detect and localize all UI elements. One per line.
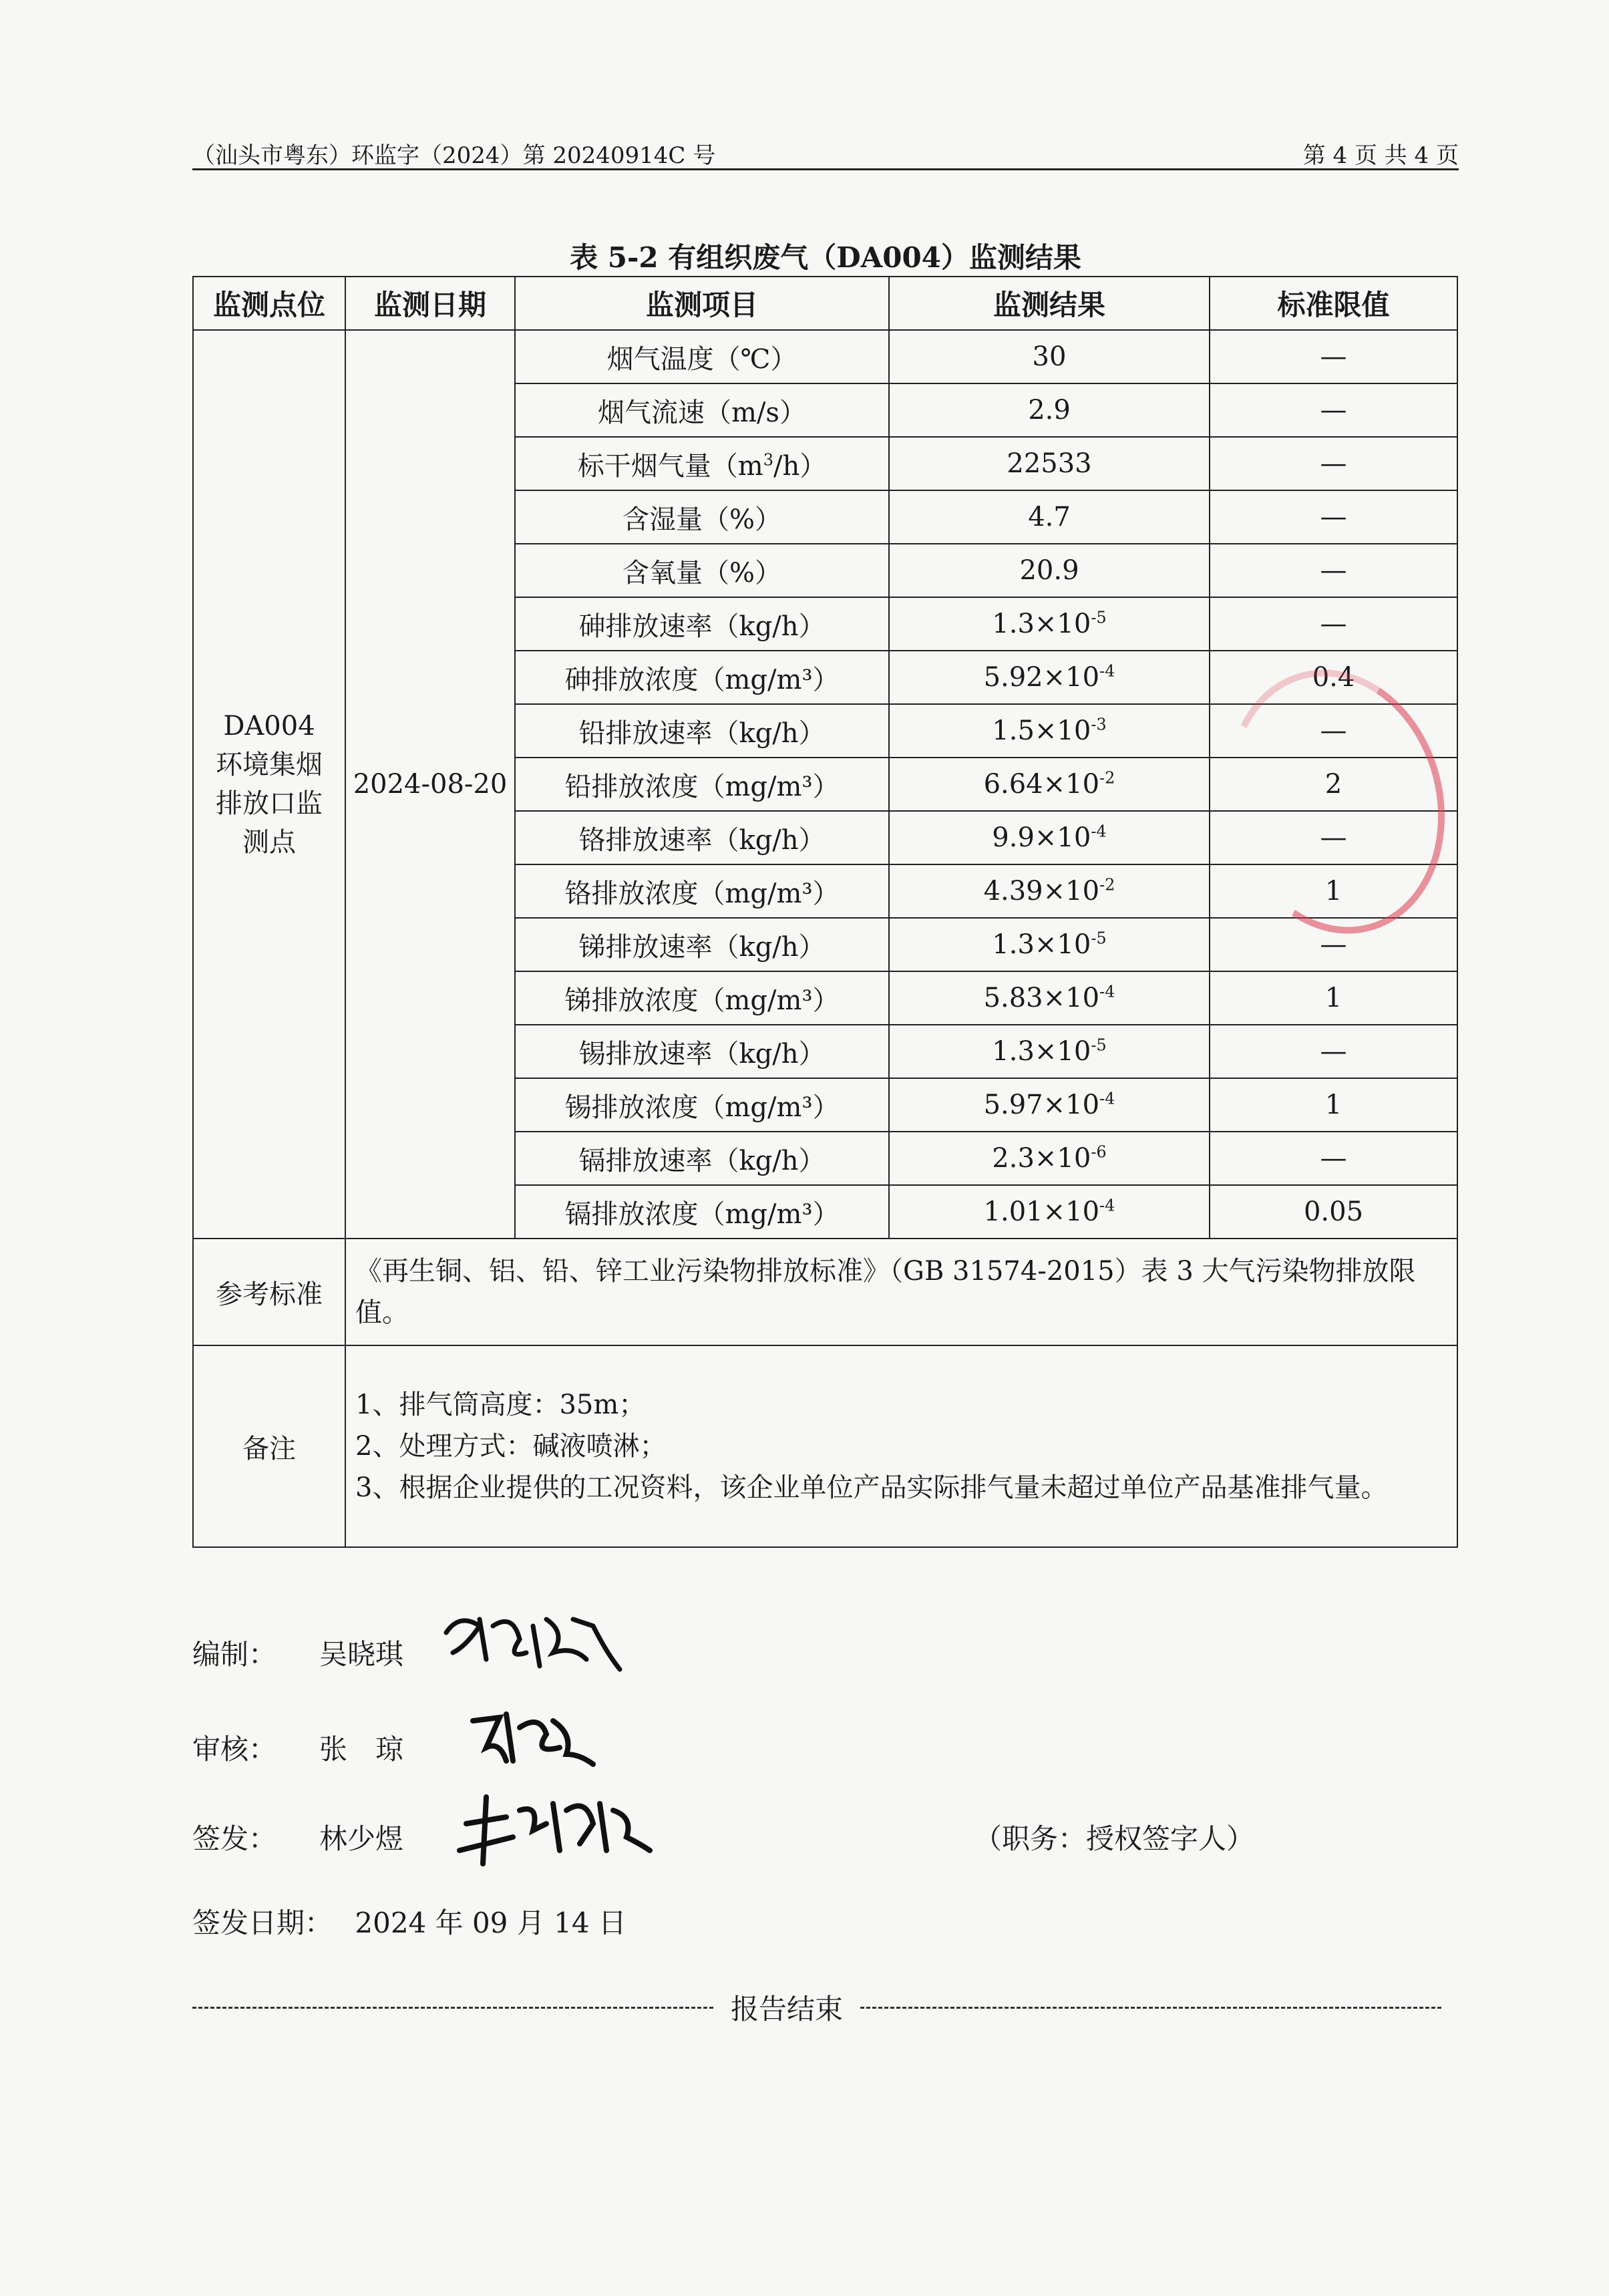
result-cell: 30 [889, 330, 1210, 383]
result-exponent: -6 [1091, 1142, 1107, 1162]
monitoring-results-table [192, 276, 1458, 1548]
item-cell: 烟气温度（℃） [515, 330, 889, 383]
result-mantissa: 5.92×10 [983, 662, 1100, 693]
result-mantissa: 4.39×10 [983, 876, 1100, 907]
notes-row [193, 1345, 1457, 1547]
note-line: 3、根据企业提供的工况资料，该企业单位产品实际排气量未超过单位产品基准排气量。 [355, 1472, 1388, 1503]
prepared-signature [439, 1606, 627, 1679]
result-mantissa: 1.5×10 [992, 715, 1091, 746]
end-dash-left [192, 2007, 713, 2009]
item-cell: 砷排放浓度（mg/m³） [515, 651, 889, 704]
limit-cell: — [1210, 1025, 1457, 1078]
table-row [193, 330, 1457, 383]
limit-cell: — [1210, 597, 1457, 651]
result-exponent: -4 [1091, 822, 1107, 841]
result-mantissa: 5.83×10 [983, 983, 1100, 1013]
result-cell [889, 918, 1210, 971]
limit-cell: — [1210, 704, 1457, 758]
item-text: 标干烟气量（m [577, 450, 763, 482]
result-cell [889, 1185, 1210, 1239]
notes-label: 备注 [193, 1345, 345, 1547]
result-cell: 20.9 [889, 544, 1210, 597]
page-header [192, 137, 1459, 170]
item-cell: 铬排放浓度（mg/m³） [515, 864, 889, 918]
result-exponent: -4 [1099, 982, 1115, 1001]
result-exponent: -2 [1099, 875, 1115, 894]
issuer-role: （职务：授权签字人） [974, 1822, 1255, 1855]
result-cell [889, 597, 1210, 651]
header-cell-limit: 标准限值 [1210, 277, 1457, 330]
result-cell [889, 704, 1210, 758]
monitoring-point-cell [193, 330, 345, 1239]
limit-cell: — [1210, 490, 1457, 544]
point-line: 测点 [242, 827, 296, 858]
limit-cell: — [1210, 437, 1457, 490]
item-cell: 含湿量（%） [515, 490, 889, 544]
point-line: 排放口监 [216, 788, 323, 819]
end-dash-right [860, 2007, 1441, 2009]
result-mantissa: 1.3×10 [992, 609, 1091, 639]
item-cell: 铅排放浓度（mg/m³） [515, 758, 889, 811]
point-line: DA004 [223, 711, 315, 742]
reference-row [193, 1239, 1457, 1345]
item-cell [515, 437, 889, 490]
sign-date-value: 2024 年 09 月 14 日 [355, 1907, 627, 1939]
item-cell: 含氧量（%） [515, 544, 889, 597]
limit-cell: 1 [1210, 971, 1457, 1025]
limit-cell: 1 [1210, 864, 1457, 918]
item-cell: 铬排放速率（kg/h） [515, 811, 889, 864]
limit-cell: — [1210, 1132, 1457, 1185]
limit-cell: 0.05 [1210, 1185, 1457, 1239]
page-info: 第 4 页 共 4 页 [1302, 142, 1459, 169]
item-cell: 镉排放浓度（mg/m³） [515, 1185, 889, 1239]
item-text: /h） [773, 450, 827, 482]
header-divider [192, 168, 1459, 170]
result-cell: 4.7 [889, 490, 1210, 544]
header-cell-result: 监测结果 [889, 277, 1210, 330]
result-cell [889, 758, 1210, 811]
item-cell: 烟气流速（m/s） [515, 383, 889, 437]
result-mantissa: 1.01×10 [983, 1196, 1100, 1227]
limit-cell: — [1210, 811, 1457, 864]
result-mantissa: 2.3×10 [992, 1143, 1091, 1174]
result-mantissa: 1.3×10 [992, 1036, 1091, 1067]
note-line: 1、排气筒高度：35m； [355, 1389, 646, 1420]
item-cell: 锑排放速率（kg/h） [515, 918, 889, 971]
result-mantissa: 5.97×10 [983, 1090, 1100, 1120]
issued-label: 签发： [192, 1822, 277, 1855]
result-exponent: -4 [1099, 1089, 1115, 1108]
result-cell [889, 651, 1210, 704]
item-cell: 锡排放浓度（mg/m³） [515, 1078, 889, 1132]
item-cell: 镉排放速率（kg/h） [515, 1132, 889, 1185]
result-mantissa: 9.9×10 [992, 822, 1091, 853]
sign-date-row [192, 1901, 627, 1941]
result-cell: 2.9 [889, 383, 1210, 437]
report-end-marker [192, 1987, 1441, 2027]
result-cell [889, 1078, 1210, 1132]
item-superscript: 3 [763, 450, 773, 470]
result-mantissa: 1.3×10 [992, 929, 1091, 960]
header-cell-date: 监测日期 [345, 277, 515, 330]
result-exponent: -2 [1099, 768, 1115, 788]
item-cell: 铅排放速率（kg/h） [515, 704, 889, 758]
note-line: 2、处理方式：碱液喷淋； [355, 1431, 667, 1462]
limit-cell: 2 [1210, 758, 1457, 811]
report-end-text: 报告结束 [730, 1993, 843, 2025]
result-exponent: -5 [1091, 929, 1107, 948]
item-cell: 砷排放速率（kg/h） [515, 597, 889, 651]
table-title: 表 5-2 有组织废气（DA004）监测结果 [570, 241, 1081, 274]
reviewed-label: 审核： [192, 1733, 277, 1766]
result-cell [889, 1025, 1210, 1078]
result-cell: 22533 [889, 437, 1210, 490]
prepared-name: 吴晓琪 [319, 1638, 404, 1671]
reference-text: 《再生铜、铝、铅、锌工业污染物排放标准》（GB 31574-2015）表 3 大气污染物排放限值。 [345, 1239, 1457, 1345]
prepared-label: 编制： [192, 1638, 277, 1671]
result-exponent: -4 [1099, 1196, 1115, 1215]
limit-cell: 1 [1210, 1078, 1457, 1132]
header-cell-item: 监测项目 [515, 277, 889, 330]
header-cell-point: 监测点位 [193, 277, 345, 330]
report-number: （汕头市粤东）环监字（2024）第 20240914C 号 [192, 142, 716, 169]
result-exponent: -5 [1091, 608, 1107, 627]
sign-date-label: 签发日期： [192, 1907, 333, 1939]
result-cell [889, 971, 1210, 1025]
limit-cell: 0.4 [1210, 651, 1457, 704]
issued-signature [453, 1784, 653, 1870]
limit-cell: — [1210, 330, 1457, 383]
limit-cell: — [1210, 383, 1457, 437]
result-exponent: -5 [1091, 1035, 1107, 1055]
item-cell: 锑排放浓度（mg/m³） [515, 971, 889, 1025]
point-line: 环境集烟 [216, 750, 323, 780]
result-cell [889, 864, 1210, 918]
reviewed-name: 张 琼 [319, 1733, 404, 1766]
notes-text [345, 1345, 1457, 1547]
result-cell [889, 1132, 1210, 1185]
result-exponent: -4 [1099, 661, 1115, 681]
limit-cell: — [1210, 918, 1457, 971]
reviewed-signature [466, 1701, 600, 1774]
result-exponent: -3 [1091, 715, 1107, 734]
issued-name: 林少煜 [319, 1822, 404, 1855]
monitoring-date-cell: 2024-08-20 [345, 330, 515, 1239]
item-cell: 锡排放速率（kg/h） [515, 1025, 889, 1078]
reference-label: 参考标准 [193, 1239, 345, 1345]
limit-cell: — [1210, 544, 1457, 597]
result-cell [889, 811, 1210, 864]
result-mantissa: 6.64×10 [983, 769, 1100, 800]
